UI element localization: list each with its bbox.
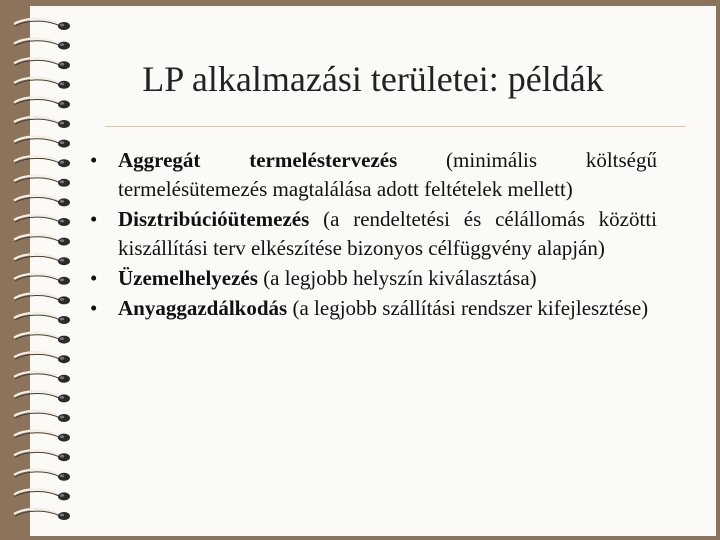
binding-ring xyxy=(14,372,70,383)
spiral-binding xyxy=(0,0,90,540)
bullet-item xyxy=(90,264,657,293)
binding-ring xyxy=(14,38,70,49)
bullet-item xyxy=(90,146,657,204)
bullet-item xyxy=(90,294,657,323)
title-divider xyxy=(105,126,686,127)
bullet-term: Anyaggazdálkodás xyxy=(118,296,288,320)
bullet-term: Disztribúcióütemezés xyxy=(118,207,310,231)
binding-ring xyxy=(14,274,70,285)
bullet-item xyxy=(90,205,657,263)
binding-ring xyxy=(14,156,70,167)
binding-ring xyxy=(14,509,70,520)
binding-ring xyxy=(14,195,70,206)
bullet-text: (minimális költségű termelésütemezés magtalálása adott feltételek mellett) xyxy=(118,148,658,201)
binding-ring xyxy=(14,352,70,363)
binding-ring xyxy=(14,254,70,265)
bullet-list xyxy=(90,146,657,324)
bullet-text: (a rendeltetési és célállomás közötti kiszállítási terv elkészítése bizonyos célfüggvény alapján) xyxy=(118,207,657,260)
binding-ring xyxy=(14,470,70,481)
binding-ring xyxy=(14,391,70,402)
binding-ring xyxy=(14,234,70,245)
binding-ring xyxy=(14,78,70,89)
binding-ring xyxy=(14,136,70,147)
binding-ring xyxy=(14,215,70,226)
binding-ring xyxy=(14,97,70,108)
binding-ring xyxy=(14,58,70,69)
binding-ring xyxy=(14,19,70,30)
slide-page xyxy=(30,6,716,536)
binding-ring xyxy=(14,450,70,461)
bullet-text: (a legjobb helyszín kiválasztása) xyxy=(257,266,537,290)
binding-ring xyxy=(14,430,70,441)
binding-ring xyxy=(14,176,70,187)
slide-title: LP alkalmazási területei: példák xyxy=(142,59,604,99)
binding-ring xyxy=(14,313,70,324)
binding-ring xyxy=(14,489,70,500)
binding-ring xyxy=(14,411,70,422)
binding-ring xyxy=(14,293,70,304)
binding-ring xyxy=(14,117,70,128)
bullet-text: (a legjobb szállítási rendszer kifejlesztése) xyxy=(287,296,649,320)
binding-ring xyxy=(14,332,70,343)
bullet-term: Aggregát termeléstervezés xyxy=(118,148,398,172)
bullet-term: Üzemelhelyezés xyxy=(118,266,258,290)
